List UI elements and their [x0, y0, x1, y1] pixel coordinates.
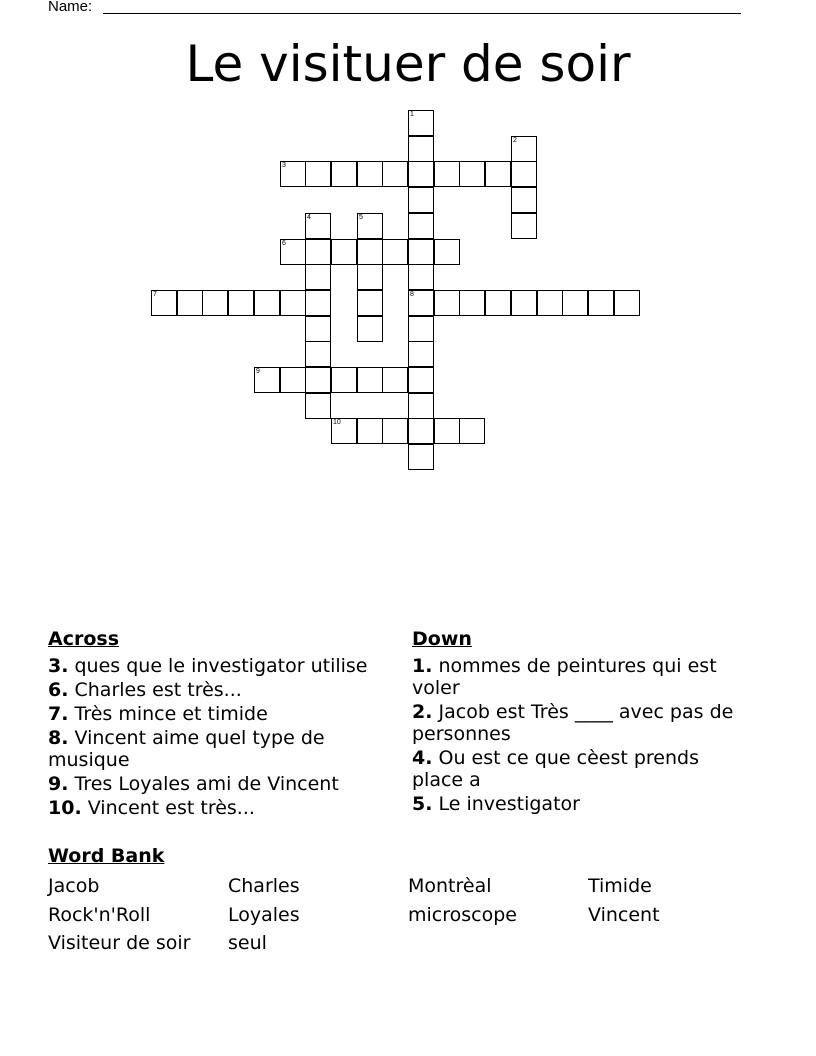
crossword-cell[interactable] — [280, 290, 306, 316]
clue-text: Tres Loyales ami de Vincent — [74, 773, 339, 795]
across-clue-9 — [48, 773, 388, 795]
clue-number: 8. — [48, 727, 69, 749]
clue-number: 5. — [412, 793, 433, 815]
word-bank-item: Timide — [588, 875, 652, 897]
crossword-cell[interactable] — [331, 418, 357, 444]
clue-number: 9. — [48, 773, 69, 795]
down-heading: Down — [412, 628, 472, 650]
word-bank-item: Loyales — [228, 904, 300, 926]
across-clues — [48, 628, 388, 821]
crossword-cell[interactable] — [357, 316, 383, 342]
crossword-cell[interactable] — [434, 290, 460, 316]
crossword-cell[interactable] — [434, 161, 460, 187]
clue-number-label: 2 — [513, 137, 517, 144]
word-bank-item: Rock'n'Roll — [48, 904, 151, 926]
across-clue-7 — [48, 703, 388, 725]
crossword-cell[interactable] — [408, 264, 434, 290]
crossword-cell[interactable] — [408, 393, 434, 419]
crossword-cell[interactable] — [331, 161, 357, 187]
crossword-cell[interactable] — [382, 239, 408, 265]
crossword-cell[interactable] — [408, 213, 434, 239]
crossword-cell[interactable] — [357, 290, 383, 316]
clue-text: ques que le investigator utilise — [74, 655, 368, 677]
clue-number-label: 3 — [282, 162, 286, 169]
crossword-cell[interactable] — [511, 136, 537, 162]
clue-text: Très mince et timide — [74, 703, 268, 725]
clue-number: 4. — [412, 747, 433, 769]
word-bank-item: Visiteur de soir — [48, 932, 191, 954]
crossword-cell[interactable] — [434, 239, 460, 265]
crossword-cell[interactable] — [408, 110, 434, 136]
word-bank-item: Charles — [228, 875, 300, 897]
crossword-cell[interactable] — [408, 367, 434, 393]
clue-number-label: 1 — [410, 111, 414, 118]
clue-number-label: 10 — [333, 419, 341, 426]
clue-number-label: 7 — [153, 291, 157, 298]
crossword-cell[interactable] — [588, 290, 614, 316]
name-label: Name: — [48, 0, 93, 15]
crossword-cell[interactable] — [537, 290, 563, 316]
down-clue-1 — [412, 655, 742, 699]
crossword-cell[interactable] — [459, 418, 485, 444]
crossword-cell[interactable] — [485, 290, 511, 316]
crossword-cell[interactable] — [408, 187, 434, 213]
crossword-cell[interactable] — [459, 161, 485, 187]
down-clue-5 — [412, 793, 742, 815]
crossword-cell[interactable] — [511, 290, 537, 316]
crossword-cell[interactable] — [331, 239, 357, 265]
across-clue-3 — [48, 655, 388, 677]
crossword-cell[interactable] — [357, 367, 383, 393]
crossword-cell[interactable] — [434, 418, 460, 444]
crossword-cell[interactable] — [459, 290, 485, 316]
clue-number: 2. — [412, 701, 433, 723]
clue-text: Vincent est très... — [87, 797, 255, 819]
clue-text: Charles est très... — [74, 679, 242, 701]
clue-number: 6. — [48, 679, 69, 701]
clue-text: Jacob est Très ____ avec pas de personnes — [412, 701, 734, 745]
crossword-cell[interactable] — [305, 161, 331, 187]
crossword-cell[interactable] — [562, 290, 588, 316]
clue-number: 7. — [48, 703, 69, 725]
crossword-cell[interactable] — [357, 239, 383, 265]
crossword-cell[interactable] — [408, 290, 434, 316]
crossword-cell[interactable] — [305, 393, 331, 419]
word-bank-item: Montrèal — [408, 875, 492, 897]
crossword-cell[interactable] — [357, 418, 383, 444]
crossword-grid — [0, 0, 816, 480]
clue-text: Ou est ce que cèest prends place a — [412, 747, 699, 791]
crossword-cell[interactable] — [357, 213, 383, 239]
crossword-cell[interactable] — [408, 444, 434, 470]
crossword-cell[interactable] — [511, 187, 537, 213]
crossword-cell[interactable] — [382, 161, 408, 187]
across-clue-6 — [48, 679, 388, 701]
crossword-cell[interactable] — [382, 367, 408, 393]
crossword-cell[interactable] — [511, 213, 537, 239]
clue-text: Vincent aime quel type de musique — [48, 727, 325, 771]
clue-number: 3. — [48, 655, 69, 677]
clue-text: nommes de peintures qui est voler — [412, 655, 717, 699]
crossword-cell[interactable] — [202, 290, 228, 316]
clue-number-label: 5 — [359, 214, 363, 221]
crossword-cell[interactable] — [280, 161, 306, 187]
crossword-cell[interactable] — [228, 290, 254, 316]
down-clues — [412, 628, 742, 817]
crossword-cell[interactable] — [408, 418, 434, 444]
crossword-cell[interactable] — [382, 418, 408, 444]
clue-number-label: 8 — [410, 291, 414, 298]
page-title: Le visituer de soir — [185, 35, 631, 93]
crossword-cell[interactable] — [357, 161, 383, 187]
word-bank-item: Jacob — [48, 875, 100, 897]
crossword-cell[interactable] — [408, 161, 434, 187]
across-clue-10 — [48, 797, 388, 819]
crossword-cell[interactable] — [280, 239, 306, 265]
across-clue-8 — [48, 727, 388, 771]
crossword-cell[interactable] — [305, 264, 331, 290]
crossword-cell[interactable] — [305, 290, 331, 316]
clue-number-label: 9 — [256, 368, 260, 375]
crossword-cell[interactable] — [151, 290, 177, 316]
clue-number-label: 6 — [282, 240, 286, 247]
down-clue-2 — [412, 701, 742, 745]
crossword-cell[interactable] — [305, 239, 331, 265]
crossword-cell[interactable] — [357, 264, 383, 290]
word-bank-heading: Word Bank — [48, 845, 165, 867]
clue-number-label: 4 — [307, 214, 311, 221]
word-bank-item: Vincent — [588, 904, 660, 926]
crossword-cell[interactable] — [305, 213, 331, 239]
word-bank-item: seul — [228, 932, 267, 954]
crossword-cell[interactable] — [177, 290, 203, 316]
crossword-cell[interactable] — [305, 367, 331, 393]
crossword-cell[interactable] — [408, 239, 434, 265]
crossword-cell[interactable] — [408, 136, 434, 162]
crossword-cell[interactable] — [254, 290, 280, 316]
crossword-cell[interactable] — [408, 316, 434, 342]
clue-number: 10. — [48, 797, 82, 819]
word-bank-item: microscope — [408, 904, 517, 926]
across-heading: Across — [48, 628, 120, 650]
crossword-cell[interactable] — [331, 367, 357, 393]
crossword-cell[interactable] — [305, 341, 331, 367]
crossword-cell[interactable] — [408, 341, 434, 367]
clue-number: 1. — [412, 655, 433, 677]
crossword-cell[interactable] — [280, 367, 306, 393]
crossword-cell[interactable] — [305, 316, 331, 342]
crossword-cell[interactable] — [254, 367, 280, 393]
crossword-cell[interactable] — [511, 161, 537, 187]
crossword-cell[interactable] — [485, 161, 511, 187]
clue-text: Le investigator — [438, 793, 580, 815]
crossword-cell[interactable] — [614, 290, 640, 316]
down-clue-4 — [412, 747, 742, 791]
